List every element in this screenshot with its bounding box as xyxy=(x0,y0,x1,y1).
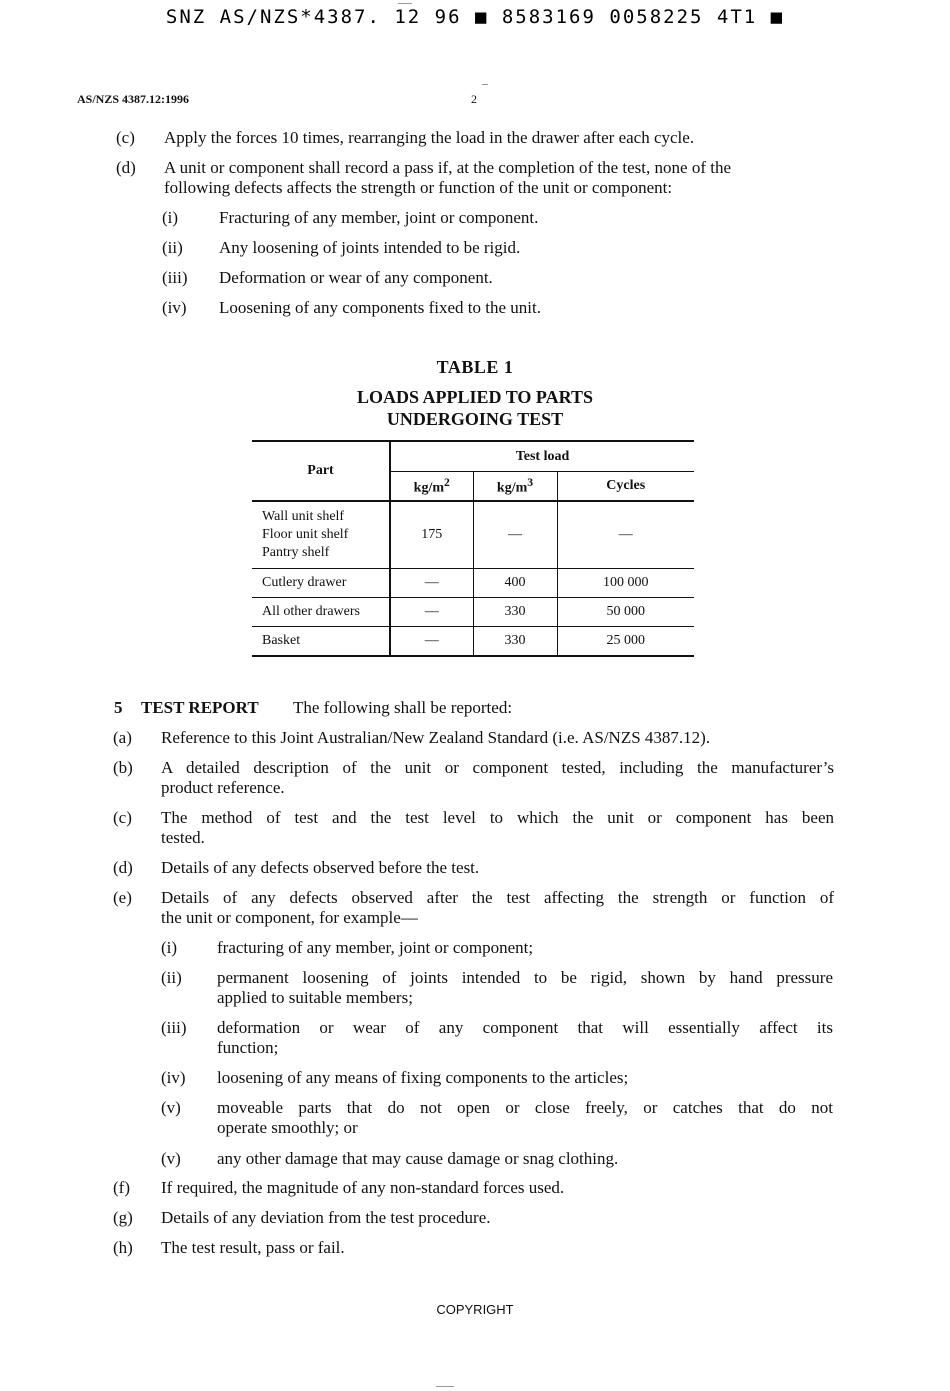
defect-text: Loosening of any components fixed to the unit. xyxy=(219,298,541,317)
cell-part: Wall unit shelf Floor unit shelf Pantry shelf xyxy=(252,501,390,569)
sub-item-label: (ii) xyxy=(161,968,182,987)
cell-kgm3: 400 xyxy=(473,569,557,598)
cell-part: All other drawers xyxy=(252,598,390,627)
table-title: TABLE 1 xyxy=(436,357,514,377)
sub-item-label: (v) xyxy=(161,1098,181,1117)
item-label: (c) xyxy=(116,128,135,147)
table-caption: LOADS APPLIED TO PARTS xyxy=(357,387,593,407)
defect-label: (ii) xyxy=(162,238,183,257)
section-heading: TEST REPORT xyxy=(141,698,259,717)
item-text: Details of any defects observed after the test affecting the strength or function of xyxy=(161,888,834,907)
scan-mark xyxy=(398,3,412,4)
header-kgm2: $kg/m^2$ xyxy=(390,472,473,502)
header-kgm3: $kg/m^3$ xyxy=(473,472,557,502)
item-text: A detailed description of the unit or component tested, including the manufacturer’s xyxy=(161,758,834,777)
item-text: the unit or component, for example— xyxy=(161,908,418,927)
cell-kgm2: 175 xyxy=(390,501,473,569)
cell-kgm2: — xyxy=(390,598,473,627)
header-cycles: Cycles xyxy=(557,472,694,502)
sub-item-text: moveable parts that do not open or close freely, or catches that do not xyxy=(217,1098,833,1117)
header-part: Part xyxy=(252,441,390,501)
item-text: Apply the forces 10 times, rearranging the load in the drawer after each cycle. xyxy=(164,128,695,147)
table-row xyxy=(252,598,694,627)
sub-item-text: any other damage that may cause damage or snag clothing. xyxy=(217,1149,619,1168)
item-text: The method of test and the test level to which the unit or component has been xyxy=(161,808,834,827)
item-text: Details of any deviation from the test procedure. xyxy=(161,1208,491,1227)
table-caption: UNDERGOING TEST xyxy=(386,409,564,429)
item-label: (d) xyxy=(113,858,133,877)
sub-item-text: permanent loosening of joints intended to be rigid, shown by hand pressure xyxy=(217,968,833,987)
cell-kgm3: 330 xyxy=(473,627,557,657)
sub-item-text: loosening of any means of fixing components to the articles; xyxy=(217,1068,629,1087)
sub-item-label: (i) xyxy=(161,938,178,957)
sub-item-text: applied to suitable members; xyxy=(217,988,413,1007)
item-text: Reference to this Joint Australian/New Zealand Standard (i.e. AS/NZS 4387.12). xyxy=(161,728,711,747)
defect-text: Any loosening of joints intended to be rigid. xyxy=(219,238,521,257)
cell-cycles: — xyxy=(557,501,694,569)
item-label: (g) xyxy=(113,1208,133,1227)
defect-label: (iv) xyxy=(162,298,187,317)
table-row xyxy=(252,569,694,598)
header-test-load: Test load xyxy=(390,441,694,472)
sub-item-text: function; xyxy=(217,1038,279,1057)
cell-part: Cutlery drawer xyxy=(252,569,390,598)
item-label: (h) xyxy=(113,1238,133,1257)
item-label: (a) xyxy=(113,728,132,747)
item-label: (d) xyxy=(116,158,136,177)
defect-label: (iii) xyxy=(162,268,188,287)
item-label: (f) xyxy=(113,1178,130,1197)
item-label: (c) xyxy=(113,808,132,827)
document-id: AS/NZS 4387.12:1996 xyxy=(77,92,190,106)
cell-kgm2: — xyxy=(390,627,473,657)
table-row xyxy=(252,501,694,569)
sub-item-label: (v) xyxy=(161,1149,181,1168)
item-label: (e) xyxy=(113,888,132,907)
item-text: tested. xyxy=(161,828,205,847)
scan-mark xyxy=(436,1386,454,1387)
item-text: A unit or component shall record a pass if, at the completion of the test, none of the xyxy=(164,158,731,177)
item-text: Details of any defects observed before the test. xyxy=(161,858,480,877)
defect-text: Deformation or wear of any component. xyxy=(219,268,493,287)
cell-kgm2: — xyxy=(390,569,473,598)
scan-mark xyxy=(482,84,488,85)
cell-cycles: 25 000 xyxy=(557,627,694,657)
item-text: product reference. xyxy=(161,778,285,797)
section-intro: The following shall be reported: xyxy=(293,698,513,717)
sub-item-label: (iii) xyxy=(161,1018,187,1037)
section-number: 5 xyxy=(114,698,123,717)
defect-label: (i) xyxy=(162,208,179,227)
sub-item-label: (iv) xyxy=(161,1068,186,1087)
item-text: If required, the magnitude of any non-standard forces used. xyxy=(161,1178,565,1197)
sub-item-text: operate smoothly; or xyxy=(217,1118,358,1137)
item-text: following defects affects the strength or function of the unit or component: xyxy=(164,178,673,197)
item-label: (b) xyxy=(113,758,133,777)
defect-text: Fracturing of any member, joint or component. xyxy=(219,208,539,227)
cell-cycles: 100 000 xyxy=(557,569,694,598)
copyright-footer: COPYRIGHT xyxy=(436,1302,514,1317)
scan-header-code: SNZ AS/NZS*4387. 12 96 ■ 8583169 0058225 4T1 ■ xyxy=(165,6,785,28)
page-number: 2 xyxy=(471,92,477,106)
sub-item-text: fracturing of any member, joint or component; xyxy=(217,938,534,957)
item-text: The test result, pass or fail. xyxy=(161,1238,345,1257)
sub-item-text: deformation or wear of any component that will essentially affect its xyxy=(217,1018,833,1037)
loads-table xyxy=(252,440,694,657)
cell-cycles: 50 000 xyxy=(557,598,694,627)
table-row xyxy=(252,627,694,657)
cell-part: Basket xyxy=(252,627,390,657)
cell-kgm3: — xyxy=(473,501,557,569)
cell-kgm3: 330 xyxy=(473,598,557,627)
